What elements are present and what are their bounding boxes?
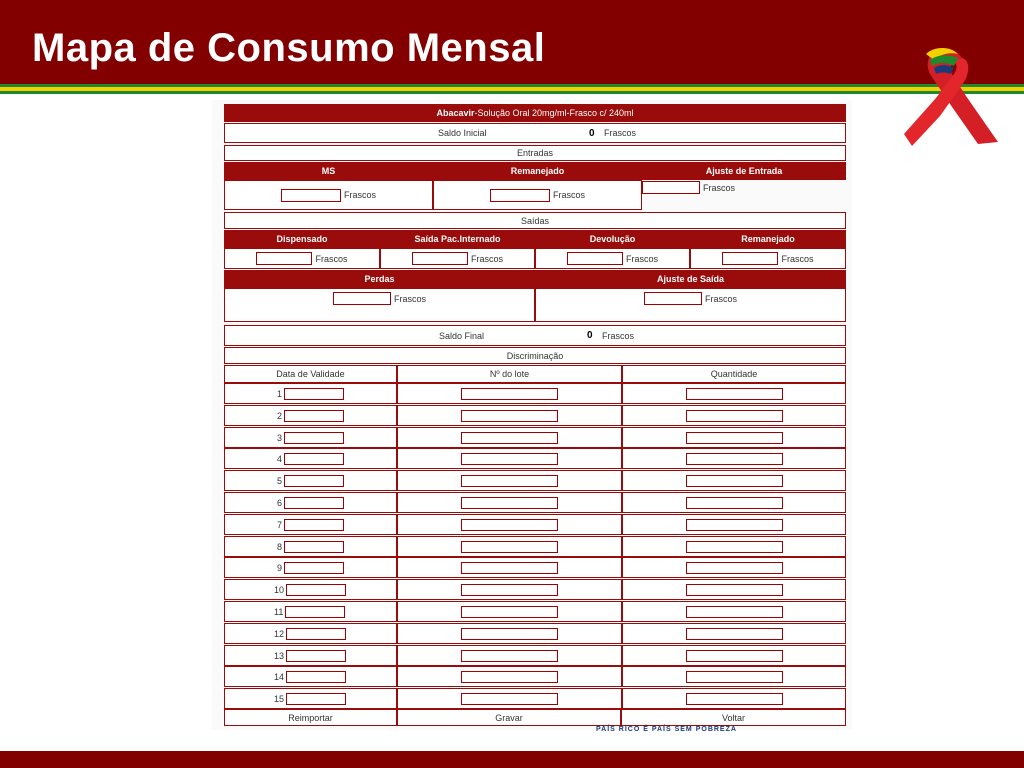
header-ajuste-saida: Ajuste de Saída: [535, 270, 846, 288]
awareness-ribbon-icon: [900, 44, 1008, 150]
data-validade-input[interactable]: [284, 497, 344, 509]
table-row: [224, 579, 846, 600]
numero-lote-input[interactable]: [461, 650, 558, 662]
discriminacao-title: Discriminação: [224, 347, 846, 364]
saidas-title-row: [224, 212, 846, 229]
gravar-button[interactable]: Gravar: [397, 709, 621, 726]
voltar-button[interactable]: Voltar: [621, 709, 846, 726]
row-number: 6: [277, 497, 283, 508]
data-validade-input[interactable]: [284, 388, 344, 400]
reimportar-button[interactable]: Reimportar: [224, 709, 397, 726]
table-row: [224, 557, 846, 578]
quantidade-input[interactable]: [686, 628, 783, 640]
perdas-unit: Frascos: [393, 294, 426, 304]
saldo-final-row: [224, 325, 846, 346]
data-validade-input[interactable]: [286, 628, 346, 640]
entradas-title: Entradas: [224, 145, 846, 161]
remanejado-saida-input[interactable]: [722, 252, 778, 265]
saida-pac-internado-input[interactable]: [412, 252, 468, 265]
saidas-input2-row: [224, 288, 846, 322]
product-name: Abacavir: [436, 108, 475, 118]
ajuste-entrada-input[interactable]: [642, 181, 700, 194]
data-validade-input[interactable]: [286, 671, 346, 683]
row-number: 8: [277, 541, 283, 552]
saidas-header-row: [224, 230, 846, 248]
entradas-title-row: [224, 145, 846, 161]
quantidade-input[interactable]: [686, 671, 783, 683]
row-number: 9: [277, 562, 283, 573]
table-row: [224, 383, 846, 404]
dispensado-unit: Frascos: [315, 253, 348, 264]
remanejado-entrada-input[interactable]: [490, 189, 550, 202]
quantidade-input[interactable]: [686, 562, 783, 574]
table-row: [224, 645, 846, 666]
row-number: 1: [277, 388, 283, 399]
table-row: [224, 427, 846, 448]
row-number: 7: [277, 519, 283, 530]
saldo-final-unit: Frascos: [602, 330, 635, 341]
footer-band: [0, 751, 1024, 768]
header-devolucao: Devolução: [535, 230, 690, 248]
saldo-inicial-row: [224, 123, 846, 143]
quantidade-input[interactable]: [686, 432, 783, 444]
table-row: [224, 536, 846, 557]
numero-lote-input[interactable]: [461, 671, 558, 683]
data-validade-input[interactable]: [285, 606, 345, 618]
table-row: [224, 688, 846, 709]
numero-lote-input[interactable]: [461, 497, 558, 509]
discriminacao-header-row: [224, 365, 846, 383]
numero-lote-input[interactable]: [461, 475, 558, 487]
numero-lote-input[interactable]: [461, 519, 558, 531]
row-number: 3: [277, 432, 283, 443]
data-validade-input[interactable]: [284, 475, 344, 487]
col-data-validade: Data de Validade: [224, 365, 397, 383]
numero-lote-input[interactable]: [461, 388, 558, 400]
button-row: [224, 709, 846, 726]
data-validade-input[interactable]: [284, 562, 344, 574]
saidas-title: Saídas: [224, 212, 846, 229]
header-dispensado: Dispensado: [224, 230, 380, 248]
ms-unit: Frascos: [343, 190, 376, 200]
table-row: [224, 514, 846, 535]
quantidade-input[interactable]: [686, 497, 783, 509]
ajuste-saida-unit: Frascos: [704, 294, 737, 304]
col-quantidade: Quantidade: [622, 365, 846, 383]
data-validade-input[interactable]: [284, 453, 344, 465]
table-row: [224, 492, 846, 513]
header-perdas: Perdas: [224, 270, 535, 288]
row-number: 11: [274, 606, 284, 617]
header-ms: MS: [224, 162, 433, 180]
ms-input[interactable]: [281, 189, 341, 202]
devolucao-unit: Frascos: [625, 253, 658, 264]
data-validade-input[interactable]: [284, 410, 344, 422]
table-row: [224, 623, 846, 644]
saldo-final-label: Saldo Final: [439, 330, 485, 341]
header-band: [0, 0, 1024, 84]
data-validade-input[interactable]: [286, 650, 346, 662]
quantidade-input[interactable]: [686, 453, 783, 465]
page-title: Mapa de Consumo Mensal: [32, 26, 546, 70]
ajuste-entrada-unit: Frascos: [703, 183, 736, 193]
table-row: [224, 405, 846, 426]
quantidade-input[interactable]: [686, 606, 783, 618]
devolucao-input[interactable]: [567, 252, 623, 265]
saldo-inicial-label: Saldo Inicial: [438, 128, 487, 138]
numero-lote-input[interactable]: [461, 541, 558, 553]
row-number: 13: [274, 650, 285, 661]
numero-lote-input[interactable]: [461, 606, 558, 618]
header-ajuste-entrada: Ajuste de Entrada: [642, 162, 846, 180]
saidas-header2-row: [224, 270, 846, 288]
numero-lote-input[interactable]: [461, 410, 558, 422]
entradas-header-row: [224, 162, 846, 180]
dispensado-input[interactable]: [256, 252, 312, 265]
remanejado-entrada-unit: Frascos: [552, 190, 585, 200]
data-validade-input[interactable]: [284, 541, 344, 553]
product-description: -Solução Oral 20mg/ml-Frasco c/ 240ml: [474, 108, 634, 118]
saldo-inicial-unit: Frascos: [604, 128, 637, 138]
header-remanejado-entrada: Remanejado: [433, 162, 642, 180]
remanejado-saida-unit: Frascos: [781, 253, 814, 264]
saldo-inicial-value: 0: [589, 127, 595, 139]
quantidade-input[interactable]: [686, 388, 783, 400]
row-number: 5: [277, 475, 283, 486]
numero-lote-input[interactable]: [461, 562, 558, 574]
row-number: 10: [274, 584, 285, 595]
quantidade-input[interactable]: [686, 410, 783, 422]
row-number: 2: [277, 410, 283, 421]
slogan-text: PAÍS RICO É PAÍS SEM POBREZA: [596, 726, 737, 733]
table-row: [224, 448, 846, 469]
data-validade-input[interactable]: [286, 584, 346, 596]
product-title-row: [224, 104, 846, 122]
entradas-input-row: [224, 180, 846, 210]
table-row: [224, 666, 846, 687]
row-number: 14: [274, 671, 285, 682]
col-numero-lote: Nº do lote: [397, 365, 622, 383]
data-validade-input[interactable]: [284, 432, 344, 444]
saldo-final-value: 0: [587, 330, 593, 341]
saida-pac-internado-unit: Frascos: [470, 253, 503, 264]
header-remanejado-saida: Remanejado: [690, 230, 846, 248]
stripe-white: [0, 94, 1024, 95]
quantidade-input[interactable]: [686, 519, 783, 531]
data-validade-input[interactable]: [286, 693, 346, 705]
numero-lote-input[interactable]: [461, 693, 558, 705]
quantidade-input[interactable]: [686, 650, 783, 662]
saidas-input-row: [224, 248, 846, 269]
perdas-input[interactable]: [333, 292, 391, 305]
quantidade-input[interactable]: [686, 475, 783, 487]
quantidade-input[interactable]: [686, 541, 783, 553]
ajuste-saida-input[interactable]: [644, 292, 702, 305]
row-number: 12: [274, 628, 285, 639]
numero-lote-input[interactable]: [461, 432, 558, 444]
product-title: [224, 104, 846, 122]
table-row: [224, 470, 846, 491]
row-number: 15: [274, 693, 285, 704]
quantidade-input[interactable]: [686, 693, 783, 705]
numero-lote-input[interactable]: [461, 453, 558, 465]
numero-lote-input[interactable]: [461, 628, 558, 640]
numero-lote-input[interactable]: [461, 584, 558, 596]
data-validade-input[interactable]: [284, 519, 344, 531]
discriminacao-title-row: [224, 347, 846, 364]
table-row: [224, 601, 846, 622]
quantidade-input[interactable]: [686, 584, 783, 596]
header-saida-pac-internado: Saída Pac.Internado: [380, 230, 535, 248]
row-number: 4: [277, 453, 283, 464]
